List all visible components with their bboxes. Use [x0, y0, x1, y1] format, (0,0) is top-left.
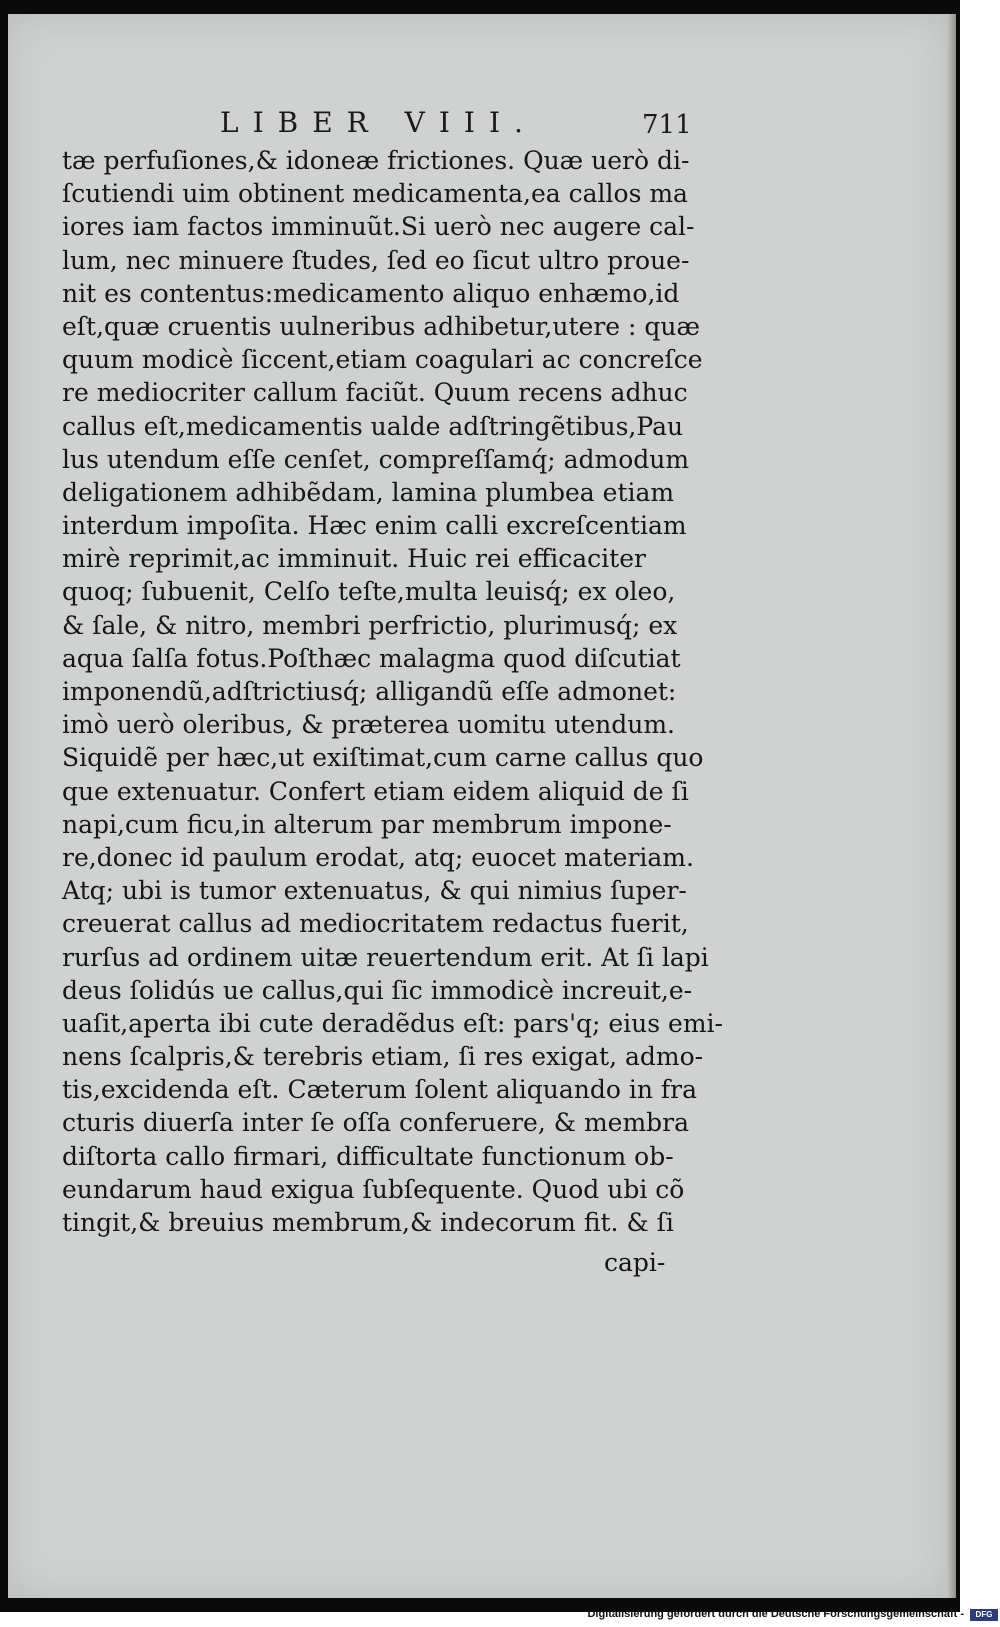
text-line: Siquidẽ per hæc,ut exiſtimat,cum carne callus quo: [62, 743, 704, 773]
text-line: imò uerò oleribus, & præterea uomitu utendum.: [62, 710, 676, 740]
text-line: aqua ſalſa fotus.Poſthæc malagma quod diſcutiat: [62, 643, 681, 673]
digitization-credit: Digitalisierung gefördert durch die Deutsche Forschungsgemeinschaft -: [587, 1608, 964, 1620]
text-line: imponendũ,adſtrictiusq́; alligandũ eſſe admonet:: [62, 677, 677, 706]
text-line: cturis diuerſa inter ſe oſſa conferuere, & membra: [62, 1108, 690, 1138]
page-number: 711: [642, 110, 692, 140]
text-line: deus ſolidús ue callus,qui ſic immodicè increuit,e-: [62, 975, 693, 1005]
text-line: tingit,& breuius membrum,& indecorum fit. & ſi: [62, 1208, 674, 1237]
text-line: eſt,quæ cruentis uulneribus adhibetur,utere : quæ: [62, 311, 700, 341]
text-line: nit es contentus:medicamento aliquo enhæmo,id: [62, 278, 680, 308]
text-line: tæ perfuſiones,& idoneæ frictiones. Quæ uerò di-: [62, 146, 690, 175]
body-text: [62, 144, 723, 1239]
text-line: rurſus ad ordinem uitæ reuertendum erit. At ſi lapi: [62, 942, 709, 972]
text-line: iores iam factos imminuũt.Si uerò nec augere cal-: [62, 212, 695, 242]
dfg-logo: DFG: [970, 1609, 998, 1621]
book-page: [8, 14, 954, 1598]
text-line: ſcutiendi uim obtinent medicamenta,ea callos ma: [62, 179, 688, 209]
text-line: interdum impoſita. Hæc enim calli excreſcentiam: [62, 511, 687, 541]
text-line: re mediocriter callum faciũt. Quum recens adhuc: [62, 378, 688, 408]
text-line: lum, nec minuere ſtudes, ſed eo ſicut ultro proue-: [62, 245, 690, 275]
page-edge: [946, 14, 956, 1598]
text-line: napi,cum ficu,in alterum par membrum impone-: [62, 809, 672, 839]
page-header: [8, 106, 948, 146]
text-line: lus utendum eſſe cenſet, compreſſamq́; admodum: [62, 444, 690, 474]
text-line: quum modicè ſiccent,etiam coagulari ac concreſce: [62, 345, 703, 375]
text-line: callus eſt,medicamentis ualde adſtringẽtibus,Pau: [62, 411, 684, 441]
text-line: mirè reprimit,ac imminuit. Huic rei efficaciter: [62, 544, 646, 574]
text-line: deligationem adhibẽdam, lamina plumbea etiam: [62, 477, 675, 507]
text-line: quoq; ſubuenit, Celſo teſte,multa leuisq́; ex oleo,: [62, 577, 676, 607]
text-line: re,donec id paulum erodat, atq; euocet materiam.: [62, 842, 694, 872]
catchword: capi-: [604, 1248, 666, 1277]
text-line: creuerat callus ad mediocritatem redactus fuerit,: [62, 909, 689, 939]
text-line: que extenuatur. Confert etiam eidem aliquid de ſi: [62, 776, 689, 806]
footer: [0, 1608, 1000, 1627]
text-line: nens ſcalpris,& terebris etiam, ſi res exigat, admo-: [62, 1042, 704, 1072]
text-line: diſtorta callo firmari, difficultate functionum ob-: [62, 1141, 674, 1171]
text-line: tis,excidenda eſt. Cæterum ſolent aliquando in fra: [62, 1075, 697, 1105]
running-title: LIBER VIII.: [220, 106, 537, 139]
text-line: eundarum haud exigua ſubſequente. Quod ubi cõ: [62, 1174, 685, 1204]
text-line: & ſale, & nitro, membri perfrictio, plurimusq́; ex: [62, 610, 678, 640]
text-line: Atq; ubi is tumor extenuatus, & qui nimius ſuper-: [62, 876, 687, 906]
text-line: uaſit,aperta ibi cute deradẽdus eſt: pars'q; eius emi-: [62, 1008, 723, 1038]
